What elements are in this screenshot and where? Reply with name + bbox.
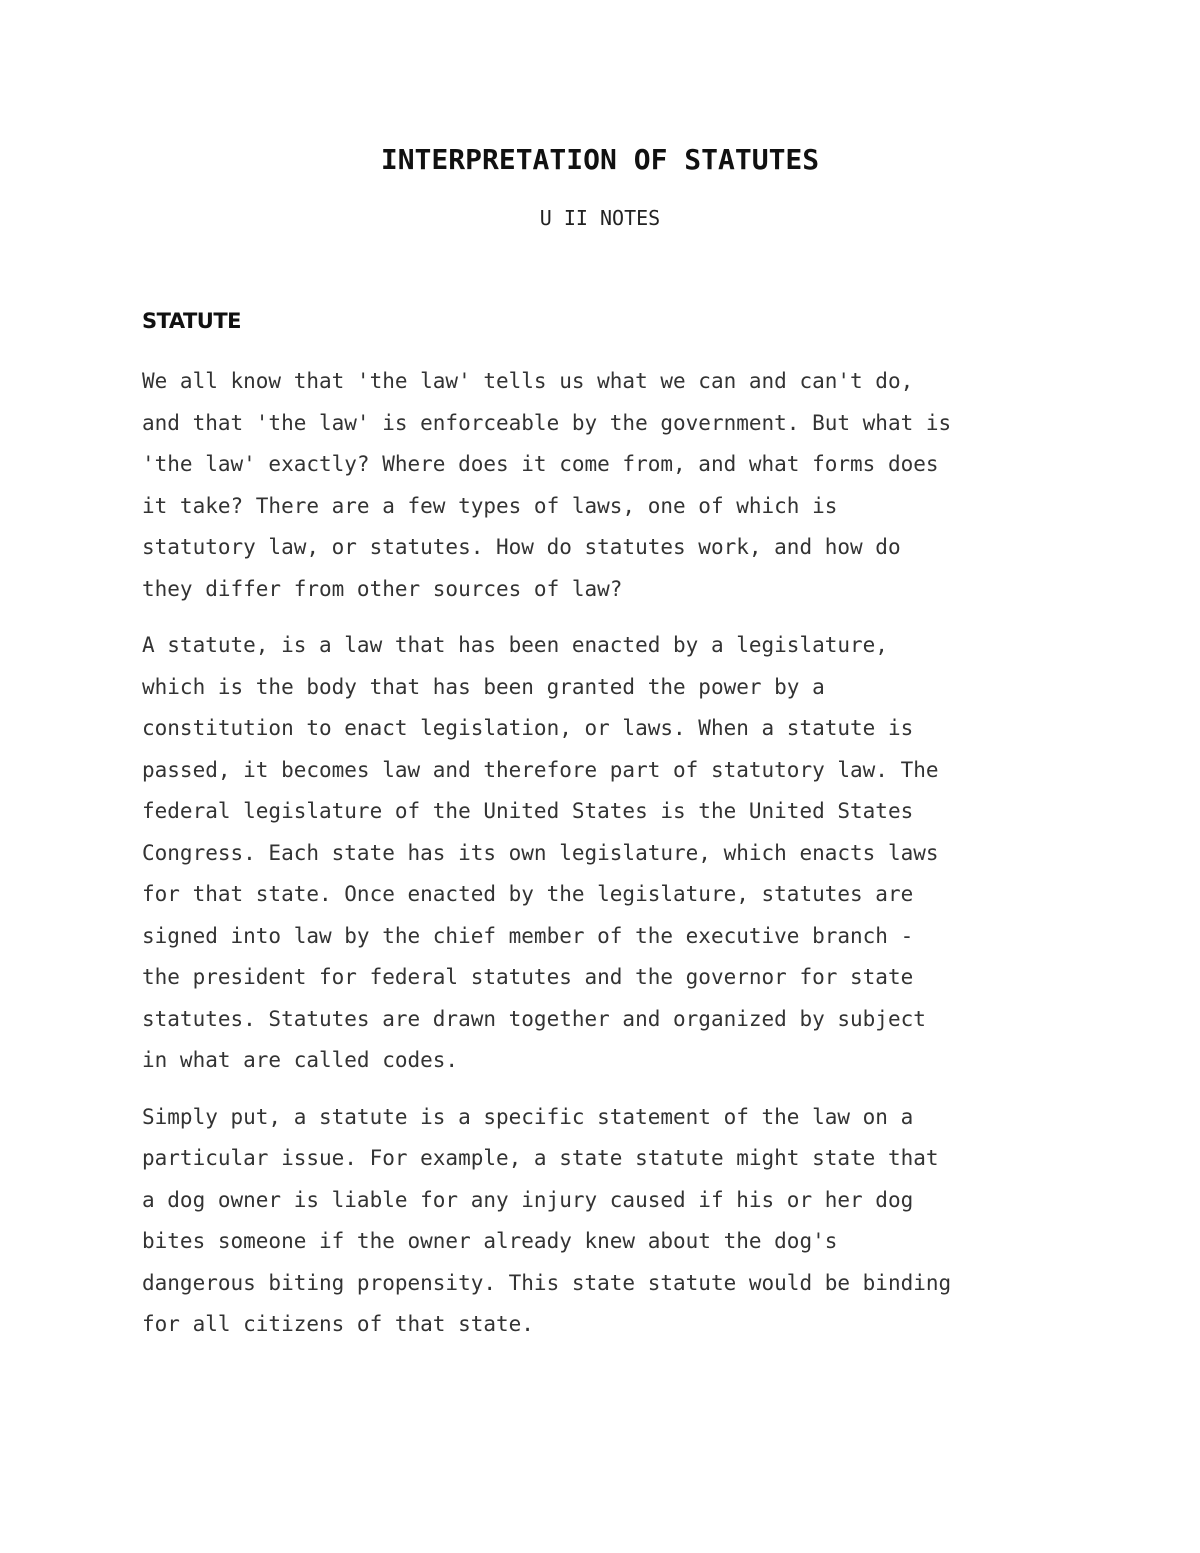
paragraph-definition: A statute, is a law that has been enacted by a legislature, which is the body that has been granted the power by a constitution to enact legislation, or laws. When a statute is passed, it becomes law and therefore part of statutory law. The federal legislature of the United States is the United States Congress. Each state has its own legislature, which enacts laws for that state. Once enacted by the legislature, statutes are signed into law by the chief member of the executive branch - the president for federal statutes and the governor for state statutes. Statutes are drawn together and organized by subject in what are called codes. xyxy=(142,633,939,1072)
document-title: INTERPRETATION OF STATUTES xyxy=(380,143,820,176)
paragraph-example: Simply put, a statute is a specific statement of the law on a particular issue. For example, a state statute might state that a dog owner is liable for any injury caused if his or her dog bites someone if the owner already knew about the dog's dangerous biting propensity. This state statute would be binding for all citizens of that state. xyxy=(142,1104,952,1336)
paragraph-intro: We all know that 'the law' tells us what we can and can't do, and that 'the law' is enforceable by the government. But what is 'the law' exactly? Where does it come from, and what forms does it take? There are a few types of laws, one of which is statutory law, or statutes. How do statutes work, and how do they differ from other sources of law? xyxy=(142,369,952,601)
section-heading: STATUTE xyxy=(142,309,241,333)
document-body xyxy=(142,361,1082,1361)
document-subtitle: U II NOTES xyxy=(539,206,661,230)
